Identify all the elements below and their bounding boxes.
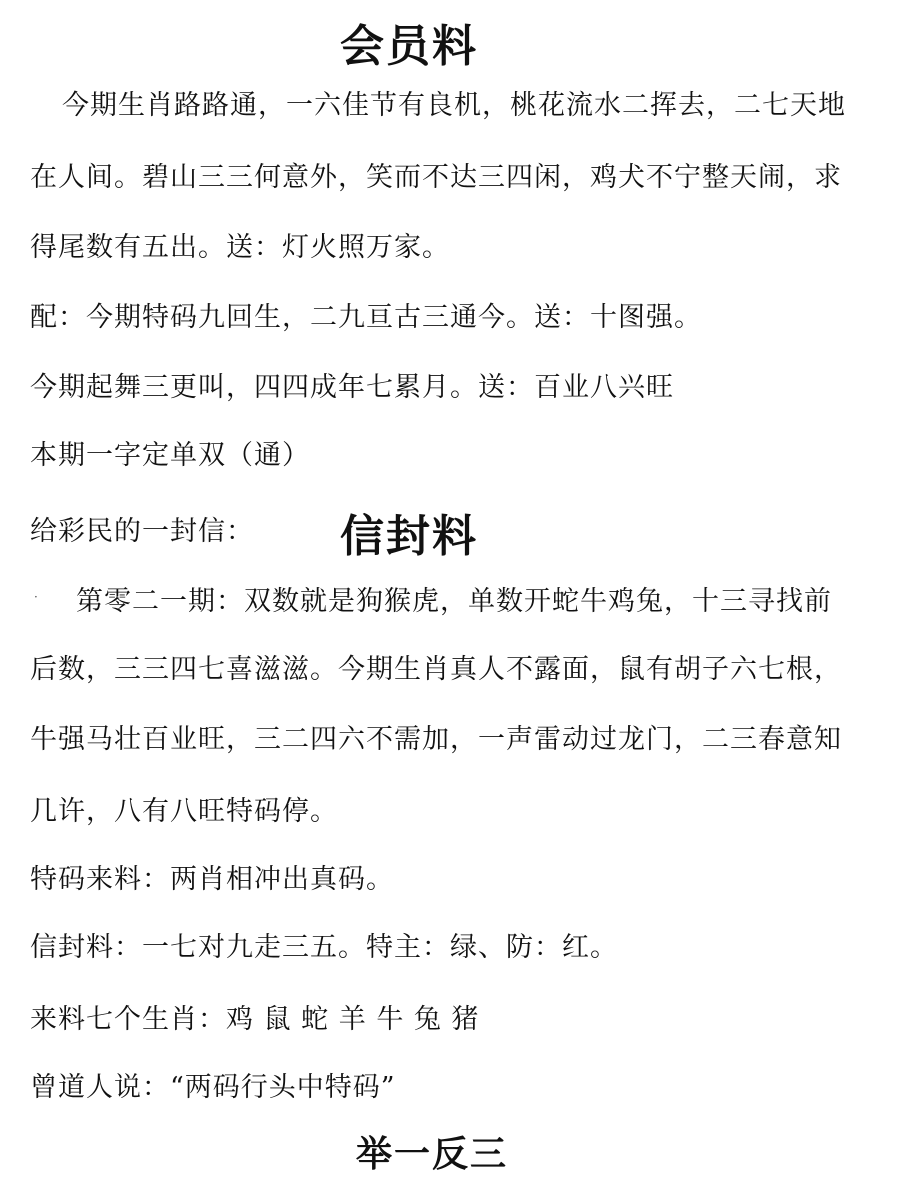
taoist-saying-line: 曾道人说：“两码行头中特码” bbox=[30, 1072, 396, 1103]
envelope-code-line: 信封料：一七对九走三五。特主：绿、防：红。 bbox=[30, 932, 618, 963]
letter-body-line-1: 第零二一期：双数就是狗猴虎，单数开蛇牛鸡兔，十三寻找前 bbox=[76, 586, 832, 617]
letter-body-line-3: 牛强马壮百业旺，三二四六不需加，一声雷动过龙门，二三春意知 bbox=[30, 724, 842, 755]
letter-intro: 给彩民的一封信： bbox=[30, 516, 254, 547]
envelope-heading: 信封料 bbox=[340, 511, 478, 562]
member-poem-line-1: 今期生肖路路通，一六佳节有良机，桃花流水二挥去，二七天地 bbox=[62, 90, 846, 121]
letter-body-line-2: 后数，三三四七喜滋滋。今期生肖真人不露面，鼠有胡子六七根， bbox=[30, 654, 842, 685]
member-single-double-line: 本期一字定单双（通） bbox=[30, 440, 310, 471]
scan-speck: · bbox=[34, 590, 38, 604]
member-poem-line-2: 在人间。碧山三三何意外，笑而不达三四闲，鸡犬不宁整天闹，求 bbox=[30, 162, 842, 193]
seven-zodiacs-line: 来料七个生肖：鸡 鼠 蛇 羊 牛 兔 猪 bbox=[30, 1004, 480, 1035]
member-poem-line-3: 得尾数有五出。送：灯火照万家。 bbox=[30, 232, 450, 263]
letter-body-line-4: 几许，八有八旺特码停。 bbox=[30, 796, 338, 827]
special-source-line: 特码来料：两肖相冲出真码。 bbox=[30, 864, 394, 895]
member-pair-line: 配：今期特码九回生，二九亘古三通今。送：十图强。 bbox=[30, 302, 702, 333]
member-dance-line: 今期起舞三更叫，四四成年七累月。送：百业八兴旺 bbox=[30, 372, 674, 403]
closing-heading: 举一反三 bbox=[356, 1133, 509, 1175]
member-heading: 会员料 bbox=[340, 21, 478, 72]
